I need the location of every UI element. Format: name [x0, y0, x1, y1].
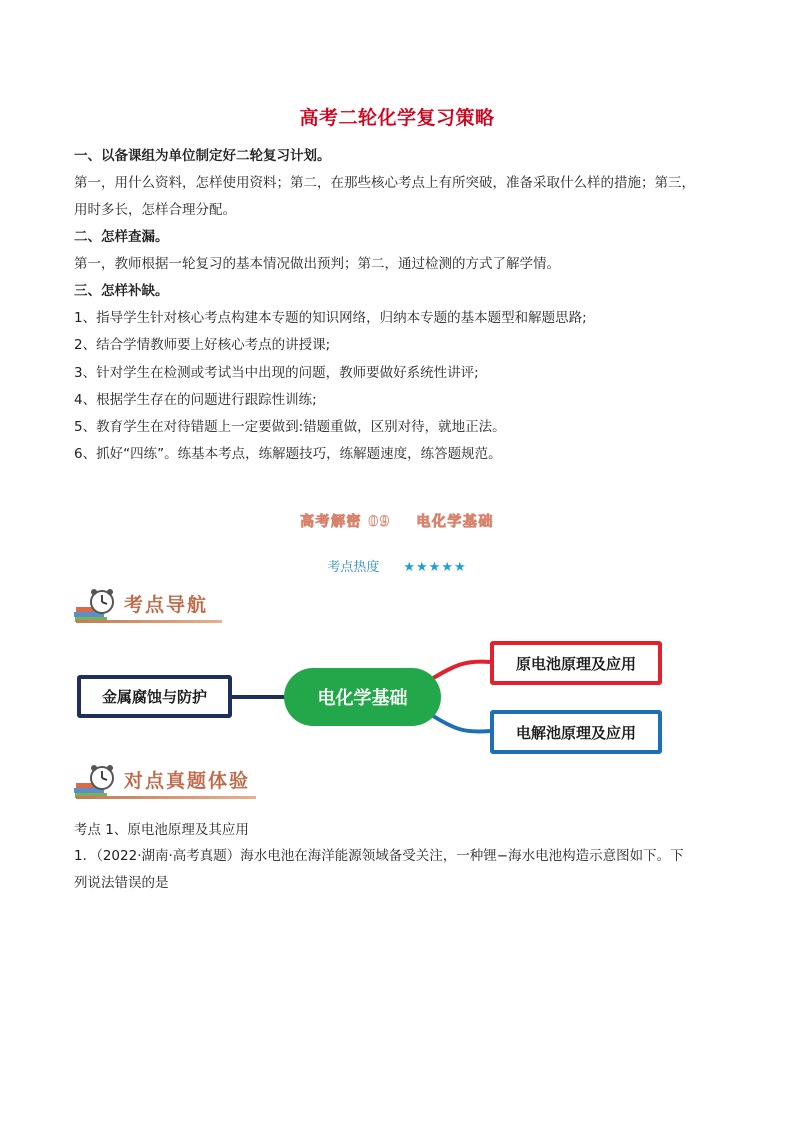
question-1-line-1: 1．（2022·湖南·高考真题）海水电池在海洋能源领域备受关注，一种锂−海水电池构造示意图如下。下	[74, 848, 684, 864]
topic-heading: 考点 1、原电池原理及其应用	[74, 822, 249, 838]
practice-section-header	[72, 764, 262, 800]
strategy-item: 5、教育学生在对待错题上一定要做到:错题重做，区别对待，就地正法。	[74, 419, 506, 435]
connector-top-right	[430, 662, 490, 680]
strategy-item: 6、抓好“四练”。练基本考点，练解题技巧，练解题速度，练答题规范。	[74, 446, 502, 462]
strategy-item: 3、针对学生在检测或考试当中出现的问题，教师要做好系统性讲评;	[74, 365, 479, 381]
strategy-item: 1、指导学生针对核心考点构建本专题的知识网络，归纳本专题的基本题型和解题思路;	[74, 310, 587, 326]
mindmap-node-center: 电化学基础	[284, 668, 441, 726]
practice-section-label: 对点真题体验	[124, 770, 251, 792]
strategy-paragraph-1-line-1: 第一，用什么资料，怎样使用资料；第二，在那些核心考点上有所突破，准备采取什么样的措施；第三，	[74, 175, 695, 191]
section-title: 高考解密 09 电化学基础	[300, 514, 494, 530]
strategy-item: 2、结合学情教师要上好核心考点的讲授课;	[74, 337, 331, 353]
document-title: 高考二轮化学复习策略	[299, 107, 495, 129]
strategy-heading-1: 一、以备课组为单位制定好二轮复习计划。	[74, 148, 331, 164]
header-underline	[76, 796, 256, 799]
mindmap-node-bottom-right: 电解池原理及应用	[490, 710, 662, 754]
star-rating-icon: ★★★★★	[403, 560, 467, 575]
nav-section-label: 考点导航	[124, 594, 209, 616]
strategy-paragraph-1-line-2: 用时多长，怎样合理分配。	[74, 202, 236, 218]
strategy-paragraph-2: 第一，教师根据一轮复习的基本情况做出预判；第二，通过检测的方式了解学情。	[74, 256, 560, 272]
strategy-heading-3: 三、怎样补缺。	[74, 283, 169, 299]
mindmap-node-top-right: 原电池原理及应用	[490, 641, 662, 685]
connector-bottom-right	[430, 714, 490, 732]
clock-books-icon	[72, 764, 118, 800]
heat-label: 考点热度	[327, 560, 380, 575]
strategy-heading-2: 二、怎样查漏。	[74, 229, 169, 245]
question-1-line-2: 列说法错误的是	[74, 875, 169, 891]
mindmap-node-left: 金属腐蚀与防护	[77, 675, 232, 718]
strategy-item: 4、根据学生存在的问题进行跟踪性训练;	[74, 392, 317, 408]
